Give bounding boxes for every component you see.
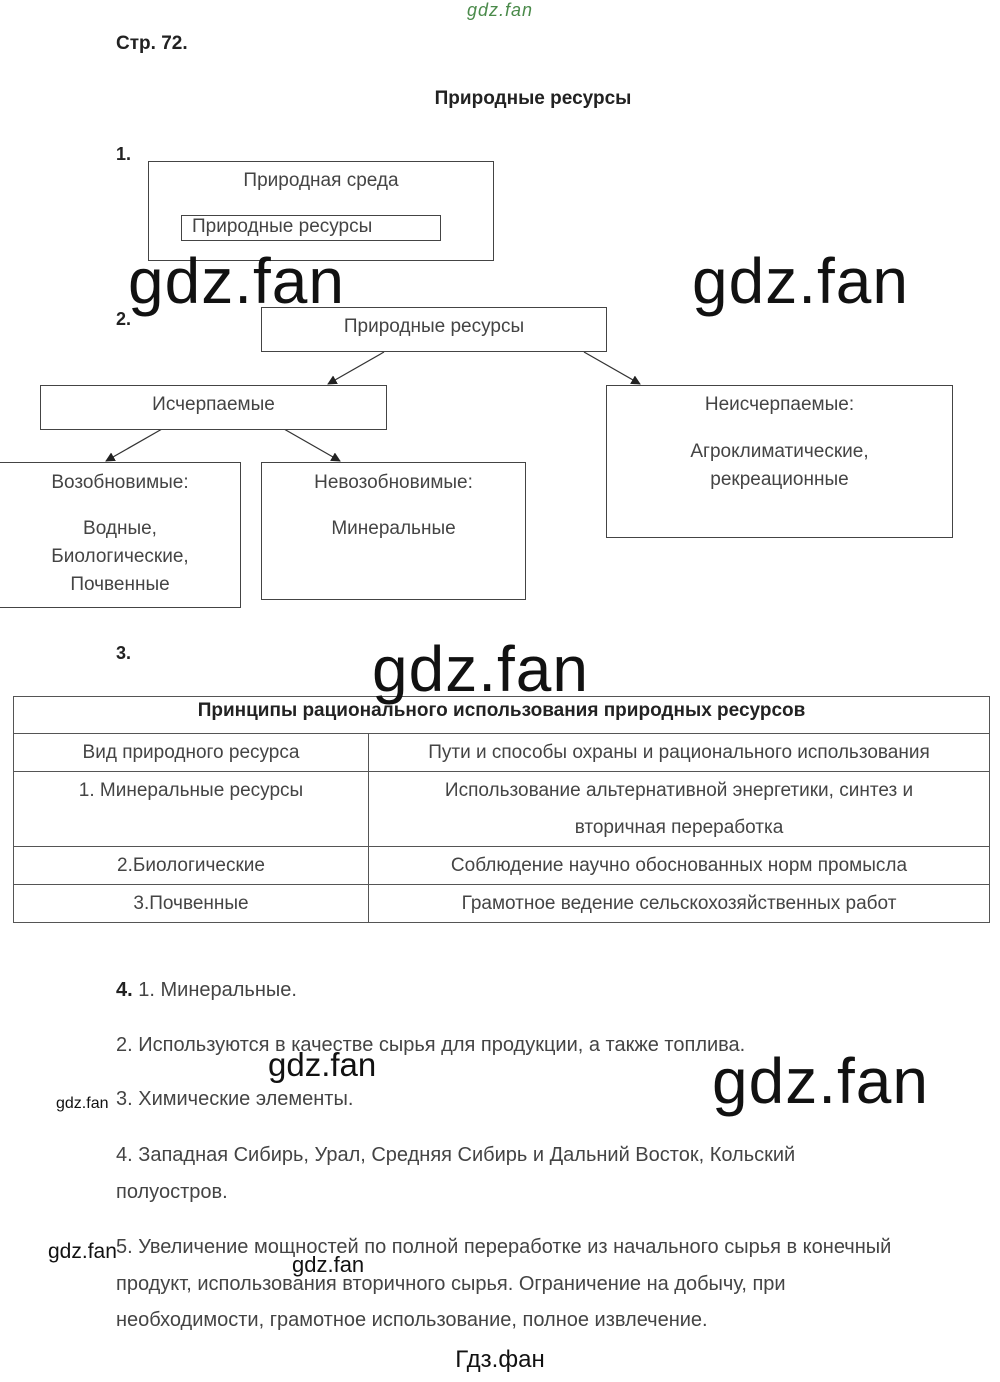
footer-watermark: Гдз.фан [455,1346,545,1373]
principles-table [13,696,990,923]
renewable-line1: Водные, [83,518,157,539]
answer-5-line3: необходимости, грамотное использование, полное извлечение. [116,1309,708,1331]
watermark: gdz.fan [56,1095,109,1112]
answer-5-line2: продукт, использования вторичного сырья. Ограничение на добычу, при [116,1273,786,1295]
watermark-top: gdz.fan [467,0,534,20]
task-2-number: 2. [116,309,132,329]
answer-1-text: 1. Минеральные. [138,979,297,1001]
watermark: gdz.fan [372,633,589,705]
answer-4-line1: 4. Западная Сибирь, Урал, Средняя Сибирь и Дальний Восток, Кольский [116,1144,796,1166]
watermark: gdz.fan [292,1252,365,1277]
arrow-to-exhaustible [328,352,384,384]
row-3-resource: 3.Почвенные [14,885,369,923]
inexhaustible-line1: Агроклиматические, [690,441,869,462]
inexhaustible-label: Неисчерпаемые: [704,394,855,415]
watermark: gdz.fan [268,1046,377,1083]
answer-5-line1: 5. Увеличение мощностей по полной переработке из начального сырья в конечный [116,1236,892,1258]
answer-2: 2. Используются в качестве сырья для продукции, а также топлива. [116,1034,746,1056]
table-row [14,772,990,847]
header-protection-methods: Пути и способы охраны и рационального использования [369,734,990,772]
watermark: gdz.fan [712,1045,929,1117]
answer-4-line2: полуостров. [116,1181,228,1203]
table-row [14,847,990,885]
nonrenewable-label: Невозобновимые: [314,472,473,493]
exhaustible-label: Исчерпаемые [152,394,275,415]
row-1-methods [369,772,990,847]
arrow-to-renewable [106,429,162,461]
natural-resources-inner-label: Природные ресурсы [192,216,373,237]
task-1-number: 1. [116,144,132,164]
page-reference: Стр. 72. [116,33,188,54]
renewable-box [0,462,241,608]
renewable-line2: Биологические, [51,546,189,567]
arrow-to-nonrenewable [284,429,340,461]
answer-3: 3. Химические элементы. [116,1088,354,1110]
row-3-methods: Грамотное ведение сельскохозяйственных работ [369,885,990,923]
watermark: gdz.fan [692,245,909,317]
table-title: Принципы рационального использования природных ресурсов [14,697,990,734]
renewable-label: Возобновимые: [51,472,189,493]
task-4-number: 4. [116,979,133,1001]
task-3-number: 3. [116,643,132,663]
page-title: Природные ресурсы [434,88,632,109]
watermark: gdz.fan [48,1240,117,1263]
inexhaustible-line2: рекреационные [710,469,849,490]
watermark: gdz.fan [128,245,345,317]
inexhaustible-box [606,385,953,538]
exhaustible-box [40,385,387,430]
row-2-resource: 2.Биологические [14,847,369,885]
natural-environment-label: Природная среда [243,170,399,191]
row-1-methods-line2: вторичная переработка [574,817,784,838]
resources-root-label: Природные ресурсы [343,316,525,337]
nonrenewable-line1: Минеральные [331,518,456,539]
row-1-methods-line1: Использование альтернативной энергетики, синтез и [444,780,914,801]
answer-1 [116,972,297,1009]
table-header-row [14,734,990,772]
row-2-methods: Соблюдение научно обоснованных норм промысла [369,847,990,885]
arrow-to-inexhaustible [584,352,640,384]
nonrenewable-box [261,462,526,600]
table-row [14,885,990,923]
row-1-resource: 1. Минеральные ресурсы [14,772,369,847]
renewable-line3: Почвенные [70,574,170,595]
header-resource-type: Вид природного ресурса [14,734,369,772]
